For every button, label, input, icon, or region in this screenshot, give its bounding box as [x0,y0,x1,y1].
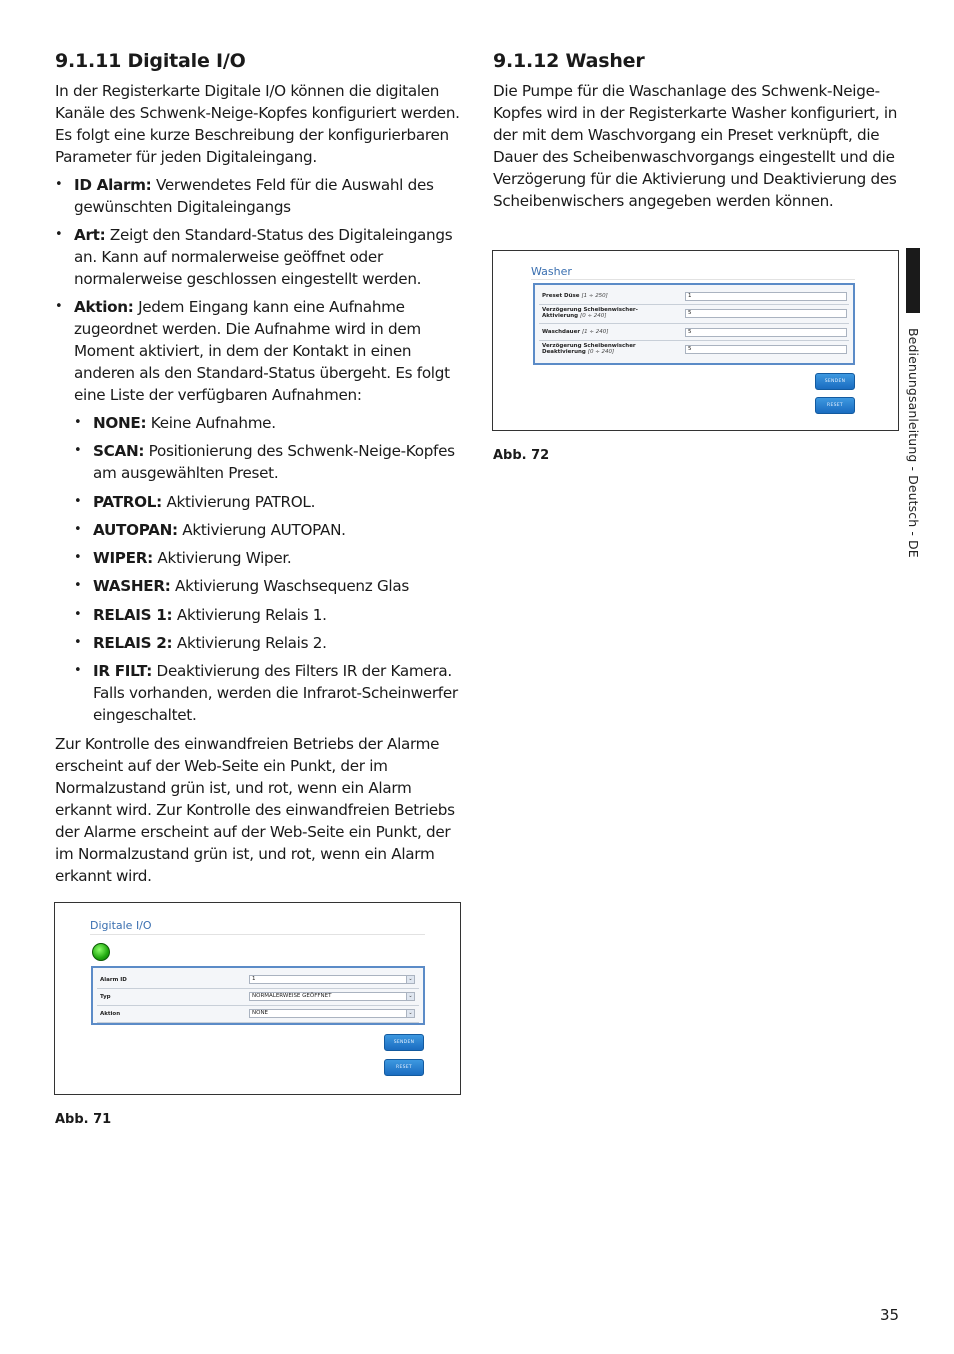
section-digitale-io [55,50,465,893]
digital-io-form [91,966,425,1025]
figure-washer [492,250,899,431]
list-item: • Aktion: Jedem Eingang kann eine Aufnahme zugeordnet werden. Die Aufnahme wird in dem Moment aktiviert, in dem der Kontakt in einen anderen als den Standard-Status übergeht. Es folgt eine Liste der verfügbaren Aufnahmen: • NONE: Keine Aufnahme. • SCAN: Positionierung des Schwenk-Neige-Kopfes am ausgewählten Preset. • PATROL: Aktivierung PATROL. • AUTOPAN: Aktivierung AUTOPAN. • WIPER: Aktivierung Wiper. • WASHER: Aktivierung Waschsequenz Glas • RELAIS 1: Aktivierung Relais 1. • RELAIS 2: Aktivierung Relais 2. • IR FILT: Deaktivierung des Filters IR der Kamera. Falls vorhanden, werden die Infrarot-Scheinwerfer eingeschaltet. [55,296,465,726]
form-row-wiper-deactivation-delay: Verzögerung Scheibenwischer Deaktivierung [0 ÷ 240] 5 [539,341,849,360]
form-row-aktion: Aktion NONE ⌄ [97,1006,419,1023]
parameter-list [55,174,465,726]
reset-button[interactable]: RESET [815,397,855,414]
figure-caption: Abb. 71 [55,1112,112,1127]
action-list [74,412,465,726]
washer-form [533,283,855,365]
list-item: • NONE: Keine Aufnahme. [74,412,465,434]
closing-paragraph: Zur Kontrolle des einwandfreien Betriebs der Alarme erscheint auf der Web-Seite ein Punkt, der im Normalzustand grün ist, und rot, wenn ein Alarm erkannt wird. Zur Kontrolle des einwandfreien Betriebs der Alarme erscheint auf der Web-Seite ein Punkt, der im Normalzustand grün ist, und rot, wenn ein Alarm erkannt wird. [55,734,455,885]
form-row-wiper-activation-delay: Verzögerung Scheibenwischer-Aktivierung [0 ÷ 240] 5 [539,305,849,324]
form-row-typ: Typ NORMALERWEISE GEÖFFNET ⌄ [97,989,419,1006]
list-item: • PATROL: Aktivierung PATROL. [74,491,465,513]
send-button[interactable]: SENDEN [815,373,855,390]
list-item: • RELAIS 2: Aktivierung Relais 2. [74,632,465,654]
list-item: • IR FILT: Deaktivierung des Filters IR der Kamera. Falls vorhanden, werden die Infrarot-Scheinwerfer eingeschaltet. [74,660,465,726]
typ-select[interactable]: NORMALERWEISE GEÖFFNET ⌄ [249,992,415,1001]
section-washer [493,50,903,218]
waschdauer-input[interactable]: 5 [685,328,847,337]
section-heading: 9.1.11 Digitale I/O [55,50,246,72]
reset-button[interactable]: RESET [384,1059,424,1076]
form-row-alarm-id: Alarm ID 1 ⌄ [97,972,419,989]
side-label: Bedienungsanleitung - Deutsch - DE [906,328,921,558]
alarm-id-select[interactable]: 1 ⌄ [249,975,415,984]
chevron-down-icon: ⌄ [406,976,414,983]
aktion-select[interactable]: NONE ⌄ [249,1009,415,1018]
panel-title: Washer [531,265,572,278]
chapter-tab [906,248,920,313]
divider [90,934,425,935]
alarm-status-indicator [92,943,110,961]
list-item: • SCAN: Positionierung des Schwenk-Neige-Kopfes am ausgewählten Preset. [74,440,465,484]
wiper-activation-delay-input[interactable]: 5 [685,309,847,318]
list-item: • ID Alarm: Verwendetes Feld für die Auswahl des gewünschten Digitaleingangs [55,174,465,218]
section-heading: 9.1.12 Washer [493,50,645,72]
form-row-waschdauer: Waschdauer [1 ÷ 240] 5 [539,324,849,341]
list-item: • AUTOPAN: Aktivierung AUTOPAN. [74,519,465,541]
list-item: • WIPER: Aktivierung Wiper. [74,547,465,569]
list-item: • RELAIS 1: Aktivierung Relais 1. [74,604,465,626]
chevron-down-icon: ⌄ [406,993,414,1000]
send-button[interactable]: SENDEN [384,1034,424,1051]
list-item: • WASHER: Aktivierung Waschsequenz Glas [74,575,465,597]
panel-title: Digitale I/O [90,919,152,932]
list-item: • Art: Zeigt den Standard-Status des Digitaleingangs an. Kann auf normalerweise geöffnet oder normalerweise geschlossen eingestellt werden. [55,224,465,290]
intro-paragraph: In der Registerkarte Digitale I/O können die digitalen Kanäle des Schwenk-Neige-Kopfes konfiguriert werden. Es folgt eine kurze Beschreibung der konfigurierbaren Parameter für jeden Digitaleingang. [55,82,460,166]
page-number: 35 [880,1306,900,1324]
form-row-preset-duese: Preset Düse [1 ÷ 250] 1 [539,288,849,305]
figure-digitale-io [54,902,461,1095]
chevron-down-icon: ⌄ [406,1010,414,1017]
wiper-deactivation-delay-input[interactable]: 5 [685,345,847,354]
preset-duese-input[interactable]: 1 [685,292,847,301]
intro-paragraph: Die Pumpe für die Waschanlage des Schwenk-Neige-Kopfes wird in der Registerkarte Washer konfiguriert, in der mit dem Waschvorgang ein Preset verknüpft, die Dauer des Scheibenwaschvorgangs eingestellt und die Verzögerung für die Aktivierung und Deaktivierung des Scheibenwischers angegeben werden können. [493,82,898,210]
divider [531,279,855,280]
figure-caption: Abb. 72 [493,448,550,463]
